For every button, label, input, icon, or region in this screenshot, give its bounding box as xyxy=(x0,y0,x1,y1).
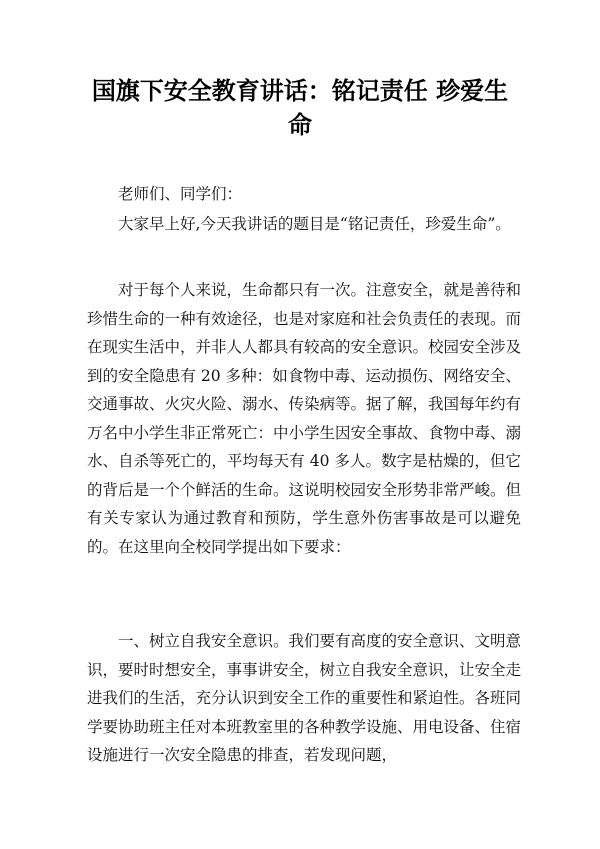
paragraph-requirement-one: 一、树立自我安全意识。我们要有高度的安全意识、文明意识，要时时想安全，事事讲安全，树立自我安全意识，让安全走进我们的生活，充分认识到安全工作的重要性和紧迫性。各班同学要协助班主任对本班教室里的各种教学设施、用电设备、住宿设施进行一次安全隐患的排查，若发现问题， xyxy=(87,632,522,764)
salutation: 老师们、同学们： xyxy=(118,185,243,203)
paragraph-greeting: 大家早上好,今天我讲话的题目是“铭记责任，珍爱生命”。 xyxy=(118,215,511,233)
paragraph-safety-situation: 对于每个人来说，生命都只有一次。注意安全，就是善待和珍惜生命的一种有效途径，也是对家庭和社会负责任的表现。而在现实生活中，并非人人都具有较高的安全意识。校园安全涉及到的安全隐患有 20 多种：如食物中毒、运动损伤、网络安全、交通事故、火灾火险、溺水、传染病等。据了解，我国每年约有万名中小学生非正常死亡：中小学生因安全事故、食物中毒、溺水、自杀等死亡的，平均每天有 40 多人。数字是枯燥的，但它的背后是一个个鲜活的生命。这说明校园安全形势非常严峻。但有关专家认为通过教育和预防，学生意外伤害事故是可以避免的。在这里向全校同学提出如下要求： xyxy=(87,281,522,556)
document-title: 国旗下安全教育讲话：铭记责任 珍爱生命 xyxy=(91,76,509,139)
